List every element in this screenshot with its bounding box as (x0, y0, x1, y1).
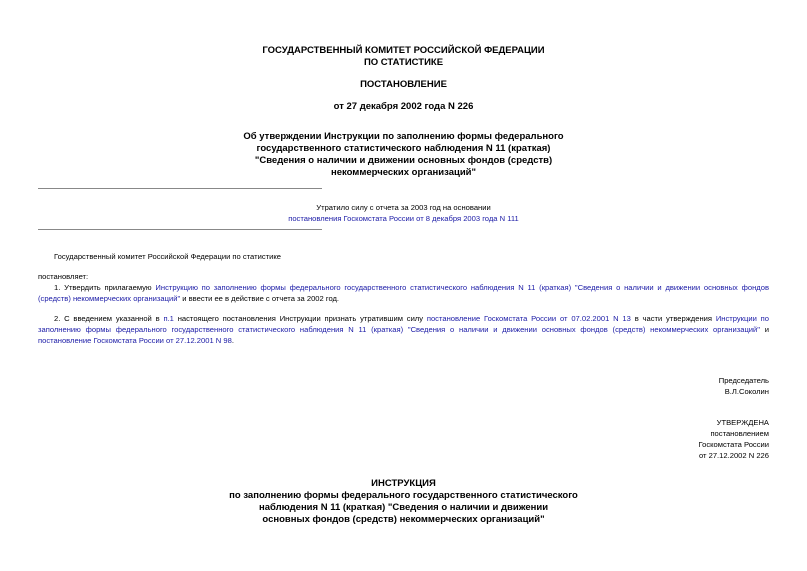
instruction-title: ИНСТРУКЦИЯ (371, 478, 436, 489)
preamble: Государственный комитет Российской Федерации по статистике (54, 252, 281, 261)
p1-end: и ввести ее в действие с отчета за 2002 год. (180, 294, 340, 303)
approval-line-3: Госкомстата России (698, 440, 769, 449)
document-date-number: от 27 декабря 2002 года N 226 (333, 101, 474, 112)
title-line-2: государственного статистического наблюдения N 11 (краткая) (256, 143, 551, 154)
status-note-text: Утратило силу с отчета за 2003 год на основании (316, 203, 491, 212)
p2-decree-2001-13-link[interactable]: постановление Госкомстата России от 07.02.2001 N 13 (426, 314, 631, 323)
issuer-line-1: ГОСУДАРСТВЕННЫЙ КОМИТЕТ РОССИЙСКОЙ ФЕДЕРАЦИИ (262, 45, 545, 56)
p1-start: 1. Утвердить прилагаемую (54, 283, 156, 292)
approval-line-2: постановлением (710, 429, 769, 438)
approval-line-4: от 27.12.2002 N 226 (698, 451, 769, 460)
title-line-4: некоммерческих организаций" (330, 167, 477, 178)
instruction-line-3: основных фондов (средств) некоммерческих организаций" (262, 514, 545, 525)
approval-line-1: УТВЕРЖДЕНА (716, 418, 769, 427)
instruction-line-1: по заполнению формы федерального государственного статистического (229, 490, 578, 501)
p2-decree-2001-98-link[interactable]: постановление Госкомстата России от 27.12.2001 N 98 (38, 336, 232, 345)
p2-instruction-link[interactable]: Инструкции по заполнению формы федерального государственного статистического наблюдения N 11 (краткая) "Сведения о наличии и движении основных фондов (средств) некоммерческих организаций" (38, 314, 769, 334)
issuer-line-2: ПО СТАТИСТИКЕ (363, 57, 444, 68)
p1-instruction-link[interactable]: Инструкцию по заполнению формы федерального государственного статистического наблюдения N 11 (краткая) "Сведения о наличии и движении основных фондов (средств) некоммерческих организаций" (38, 283, 769, 303)
p2-end: . (231, 336, 234, 345)
signature-role: Председатель (718, 376, 769, 385)
title-line-1: Об утверждении Инструкции по заполнению формы федерального (243, 131, 564, 142)
p2-mid-1: настоящего постановления Инструкции признать утратившим силу (173, 314, 427, 323)
p2-mid-2: в части утверждения (630, 314, 716, 323)
p2-mid-3: и (759, 325, 769, 334)
divider-bottom (38, 229, 322, 230)
p2-start: 2. С введением указанной в (54, 314, 164, 323)
p2-clause-link[interactable]: п.1 (163, 314, 174, 323)
decrees-word: постановляет: (38, 272, 89, 281)
divider-top (38, 188, 322, 189)
signature-name: В.Л.Соколин (724, 387, 769, 396)
status-note-link[interactable]: постановления Госкомстата России от 8 декабря 2003 года N 111 (288, 214, 519, 223)
title-line-3: "Сведения о наличии и движении основных фондов (средств) (254, 155, 553, 166)
paragraph-2 (38, 313, 769, 346)
instruction-line-2: наблюдения N 11 (краткая) "Сведения о наличии и движении (258, 502, 549, 513)
document-type: ПОСТАНОВЛЕНИЕ (360, 79, 447, 90)
paragraph-1 (38, 282, 769, 304)
